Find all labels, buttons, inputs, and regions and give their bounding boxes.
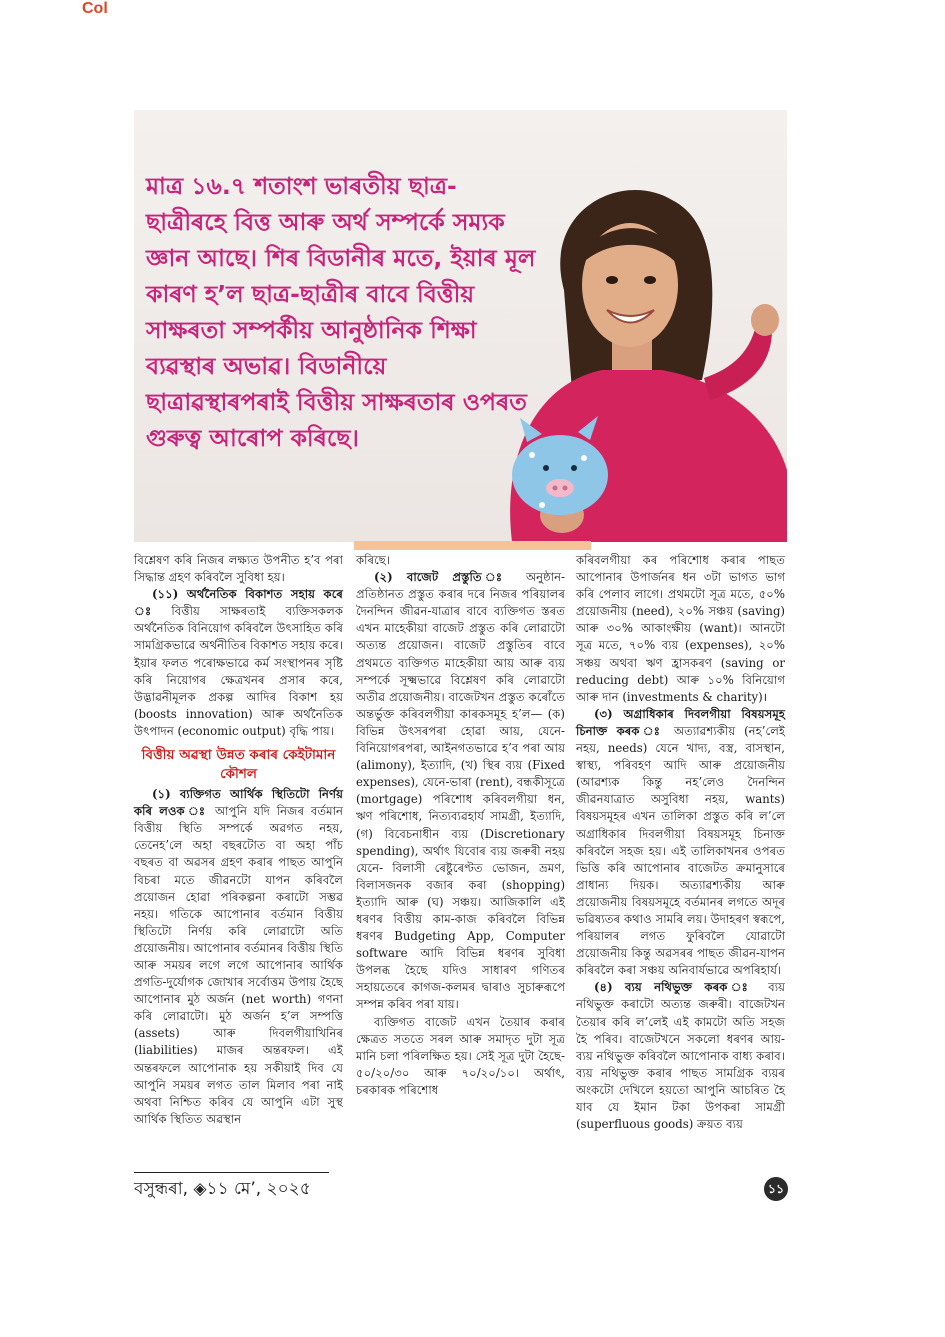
corner-label: Col [82, 0, 108, 17]
column-1 [134, 552, 343, 1128]
article-body [134, 552, 787, 1167]
hero-banner [134, 110, 787, 542]
girl-with-piggy-bank-illustration [472, 170, 787, 542]
point-heading: (৩) অগ্ৰাধিকাৰ দিবলগীয়া বিষয়সমূহ চিনাক্ত কৰক ঃ [576, 706, 785, 738]
section-subheading: বিত্তীয় অৱস্থা উন্নত কৰাৰ কেইটামান কৌশল [141, 747, 336, 783]
column-2 [356, 552, 565, 1099]
section-divider [354, 541, 591, 550]
right-eye [644, 276, 656, 284]
raised-hand [751, 304, 779, 336]
point-heading: (১১) অৰ্থনৈতিক বিকাশত সহায় কৰে ঃ [134, 587, 343, 619]
paragraph-text: অনুষ্ঠান-প্ৰতিষ্ঠানত প্ৰস্তুত কৰাৰ দৰে নিজৰ পৰিয়ালৰ দৈনন্দিন জীৱন-যাত্ৰাৰ বাবে ব্যক্তিগত স্তৰত এখন মাহেকীয়া বাজেট প্ৰস্তুত কৰি লোৱাটো অত্যন্ত প্ৰয়োজন। বাজেট প্ৰস্তুতিৰ বাবে প্ৰথমতে ব্যক্তিগত মাহেকীয়া আয় আৰু ব্যয় সম্পৰ্কে সূক্ষ্মভাৱে বিশ্লেষণ কৰি লোৱাটো অতীৱ প্ৰয়োজনীয়। বাজেটখন প্ৰস্তুত কৰোঁতে অন্তৰ্ভুক্ত কৰিবলগীয়া কাৰকসমূহ হ’ল— (ক) বিভিন্ন উৎসৰপৰা হোৱা আয়, যেনে- বিনিয়োগৰপৰা, আইনগতভাৱে হ’ব পৰা আয় (alimony), ইত্যাদি, (খ) স্থিৰ ব্যয় (Fixed expenses), যেনে-ভাৰা (rent), বন্ধকীসূত্ৰে (mortgage) পৰিশোধ কৰিবলগীয়া ধন, ঋণ পৰিশোধ, নিত্যব্যৱহাৰ্য সামগ্ৰী, ইত্যাদি, (গ) বিবেচনাধীন ব্যয় (Discretionary spending), অৰ্থাৎ যিবোৰ ব্যয় জৰুৰী নহয় যেনে- বিলাসী ৰেষ্টুৰেণ্টত ভোজন, ভ্ৰমণ, বিলাসজনক বজাৰ কৰা (shopping) ইত্যাদি আৰু (ঘ) সঞ্চয়। আজিকালি এই ধৰণৰ বিত্তীয় কাম-কাজ কৰিবলৈ বিভিন্ন ধৰণৰ Budgeting App, Computer software আদি বিভিন্ন ধৰণৰ সুবিধা উপলব্ধ হৈছে যদিও সাধাৰণ গণিতৰ সহায়তেৰে কাগজ-কলমৰ দ্বাৰাও সুচাৰুৰূপে সম্পন্ন কৰিব পৰা যায়। [356, 570, 565, 1012]
page-number-badge: ১১ [764, 1177, 788, 1201]
point-heading: (৪) ব্যয় নথিভুক্ত কৰক ঃ [594, 980, 757, 995]
paragraph-text: ব্যয় নথিভুক্ত কৰাটো অত্যন্ত জৰুৰী। বাজেটখন তৈয়াৰ কৰি ল’লেই এই কামটো অতি সহজ হৈ পৰিব। বাজেটখনে সকলো ধৰণৰ আয়-ব্যয় নথিভুক্ত কৰিবলৈ আপোনাক বাধ্য কৰাব। ব্যয় নথিভুক্ত কৰাৰ পাছত সামগ্ৰিক ব্যয়ৰ অংকটো দেখিলে হয়তো আপুনি আচৰিত হৈ যাব যে ইমান টকা উপকৰা সামগ্ৰী (superfluous goods) ক্ৰয়ত ব্যয় [576, 980, 785, 1132]
paragraph: কৰিছে। [356, 553, 391, 567]
paragraph [356, 569, 565, 1013]
paragraph [576, 979, 785, 1133]
point-heading: (১) ব্যক্তিগত আৰ্থিক স্থিতিটো নিৰ্ণয় কৰি লওক ঃ [134, 787, 343, 819]
paragraph-text: আপুনি যদি নিজৰ বৰ্তমান বিত্তীয় স্থিতি সম্পৰ্কে অৱগত নহয়, তেনেহ’লে অহা বছৰটোত বা অহা পাঁচ বছৰত বা অৱসৰ গ্ৰহণ কৰাৰ পাছত আপুনি বিচৰা মতে জীৱনটো যাপন কৰিবলৈ প্ৰয়োজন হোৱা পৰিকল্পনা কৰাটো সম্ভৱ নহয়। গতিকে আপোনাৰ বৰ্তমান বিত্তীয় স্থিতিটো নিৰ্ণয় কৰি লোৱাটো অতি প্ৰয়োজনীয়। আপোনাৰ বৰ্তমানৰ বিত্তীয় স্থিতি আৰু সময়ৰ লগে লগে আপোনাৰ আৰ্থিক প্ৰগতি-দুৰ্যোগক জোখাৰ সৰ্বোত্তম উপায় হৈছে আপোনাৰ মুঠ অৰ্জন (net worth) গণনা কৰি লোৱাটো। মুঠ অৰ্জন হ’ল সম্পত্তি (assets) আৰু দিবলগীয়াখিনিৰ (liabilities) মাজৰ অন্তৰফল। এই অন্তৰফলে আপোনাক হয় সকীয়াই দিব যে আপুনি সময়ৰ লগত তাল মিলাব পৰা নাই অথবা নিশ্চিত কৰিব যে আপুনি এটা সুস্থ আৰ্থিক স্থিতিত অৱস্থান [134, 804, 343, 1126]
paragraph-text: অত্যাৱশ্যকীয় (নহ’লেই নহয়, needs) যেনে খাদ্য, বস্ত্ৰ, বাসস্থান, স্বাস্থ্য, পৰিবহণ আদি আৰু প্ৰয়োজনীয় (আৱশ্যক কিন্তু নহ’লেও দৈনন্দিন জীৱনযাত্ৰাত অসুবিধা নহয়, wants) বিষয়সমূহৰ এখন তালিকা প্ৰস্তুত কৰি ল’লে অগ্ৰাধিকাৰ দিবলগীয়া বিষয়সমূহ চিনাক্ত কৰিবলৈ সহজ হয়। এই তালিকাখনৰ ওপৰত ভিত্তি কৰি আপোনাৰ বাজেটত ক্ৰমানুসাৰে প্ৰাধান্য দিয়ক। অত্যাৱশ্যকীয় আৰু প্ৰয়োজনীয় বিষয়সমূহে বৰ্তমানৰ লগতে অদূৰ ভৱিষ্যতৰ কথাও সামৰি লয়। উদাহৰণ স্বৰূপে, পৰিয়ালৰ লগত ফুৰিবলৈ যোৱাটো প্ৰয়োজনীয় কিন্তু অৱসৰৰ পাছত জীৱন-যাপন কৰিবলৈ কৰা সঞ্চয় অনিবাৰ্যভাৱে অপৰিহাৰ্য। [576, 723, 785, 978]
paragraph [576, 706, 785, 980]
footer-rule [134, 1172, 329, 1173]
paragraph: ব্যক্তিগত বাজেট এখন তৈয়াৰ কৰাৰ ক্ষেত্ৰত সততে সৰল আৰু সমাদৃত দুটা সূত্ৰ মানি চলা পৰিলক্ষিত হয়। সেই সূত্ৰ দুটা হৈছে- ৫০/২০/৩০ আৰু ৭০/২০/১০। অৰ্থাৎ, চৰকাৰক পৰিশোধ [356, 1014, 565, 1097]
paragraph [134, 586, 343, 740]
column-3 [576, 552, 785, 1133]
pull-quote: মাত্ৰ ১৬.৭ শতাংশ ভাৰতীয় ছাত্ৰ-ছাত্ৰীৰহে বিত্ত আৰু অৰ্থ সম্পৰ্কে সম্যক জ্ঞান আছে। শিৰ বিডানীৰ মতে, ইয়াৰ মূল কাৰণ হ’ল ছাত্ৰ-ছাত্ৰীৰ বাবে বিত্তীয় সাক্ষৰতা সম্পৰ্কীয় আনুষ্ঠানিক শিক্ষা ব্যৱস্থাৰ অভাৱ। বিডানীয়ে ছাত্ৰাৱস্থাৰপৰাই বিত্তীয় সাক্ষৰতাৰ ওপৰত গুৰুত্ব আৰোপ কৰিছে। [146, 172, 536, 452]
paragraph-text: বিত্তীয় সাক্ষৰতাই ব্যক্তিসকলক অৰ্থনৈতিক বিনিয়োগ কৰিবলৈ উৎসাহিত কৰি সামগ্ৰিকভাৱে অৰ্থনীতিৰ বিকাশত সহায় কৰে। ইয়াৰ ফলত পৰোক্ষভাৱে কৰ্ম সংস্থাপনৰ সৃষ্টি কৰি নিয়োগৰ ক্ষেত্ৰখনৰ প্ৰসাৰ কৰে, উদ্ভাৱনীমূলক প্ৰকল্প আদিৰ বিকাশ হয় (boosts innovation) আৰু অৰ্থনৈতিক উৎপাদন (economic output) বৃদ্ধি পায়। [134, 604, 343, 738]
paragraph: বিশ্লেষণ কৰি নিজৰ লক্ষ্যত উপনীত হ’ব পৰা সিদ্ধান্ত গ্ৰহণ কৰিবলৈ সুবিধা হয়। [134, 553, 343, 585]
publication-footer: বসুন্ধৰা, ◈১১ মে’, ২০২৫ [134, 1179, 311, 1199]
paragraph [134, 786, 343, 1128]
left-eye [606, 276, 618, 284]
paragraph: কৰিবলগীয়া কৰ পৰিশোধ কৰাৰ পাছত আপোনাৰ উপাৰ্জনৰ ধন ৩টা ভাগত ভাগ কৰি পেলাব লাগে। প্ৰথমটো সূত্ৰ মতে, ৫০% প্ৰয়োজনীয় (need), ২০% সঞ্চয় (saving) আৰু ৩০% আকাংক্ষীয় (want)। আনটো সূত্ৰ মতে, ৭০% ব্যয় (expenses), ২০% সঞ্চয় অথবা ঋণ হ্ৰাসকৰণ (saving or reducing debt) আৰু ১০% বিনিয়োগ আৰু দান (investments & charity)। [576, 553, 785, 704]
point-heading: (২) বাজেট প্ৰস্তুতি ঃ [374, 570, 513, 585]
